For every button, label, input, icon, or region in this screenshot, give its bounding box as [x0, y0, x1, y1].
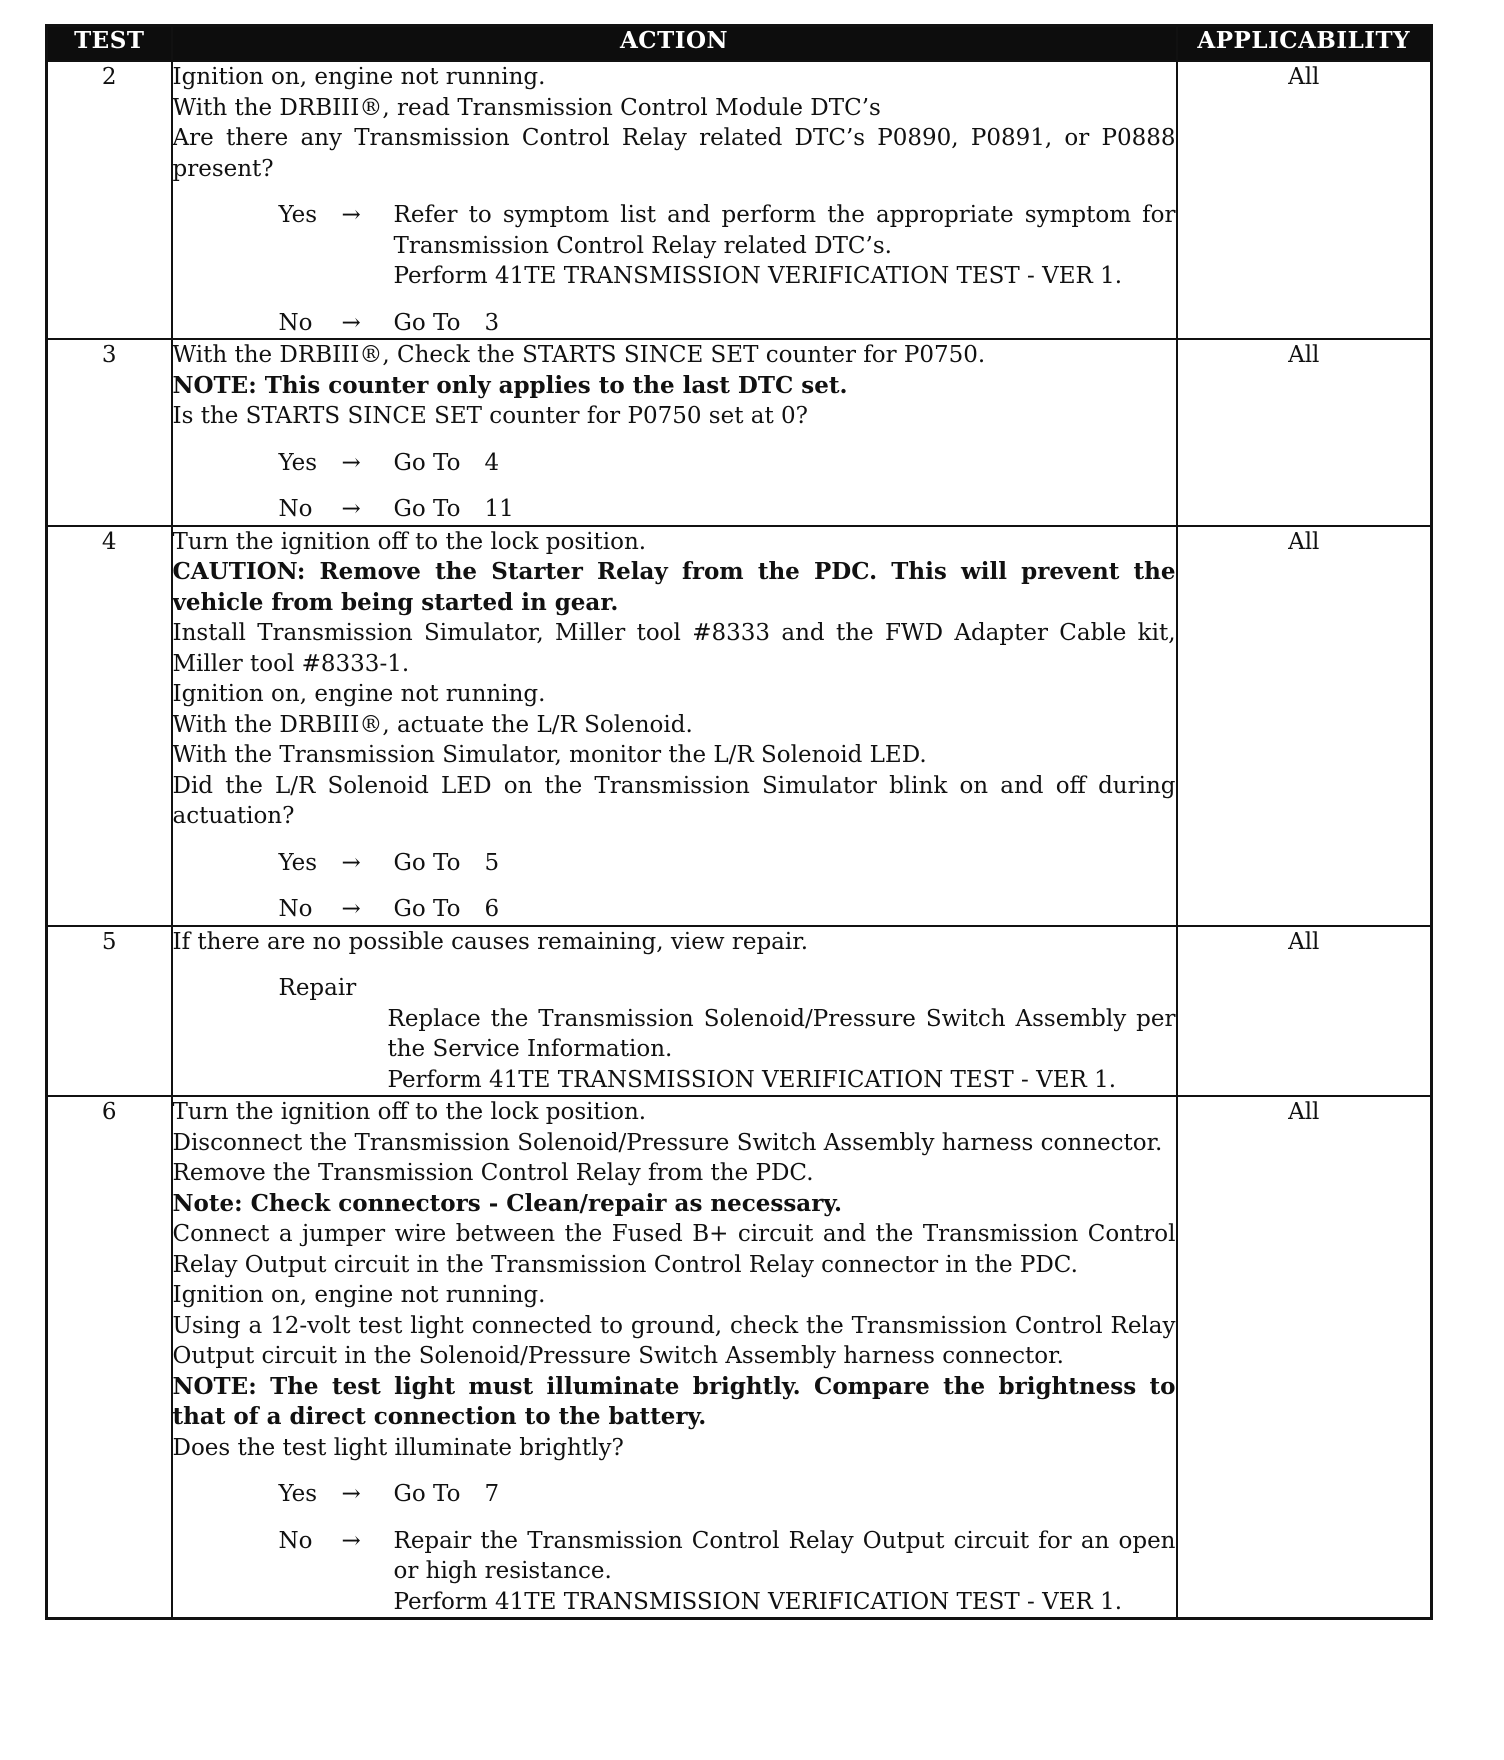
response-key: Yes: [278, 849, 318, 876]
response-key: No: [278, 896, 313, 922]
header-action: ACTION: [172, 26, 1177, 62]
repair-line: Replace the Transmission Solenoid/Pressure Switch Assembly per the Service Information.: [387, 1005, 1176, 1062]
response-no: [173, 894, 1176, 925]
instruction-text: Turn the ignition off to the lock position.: [172, 1099, 647, 1125]
instruction-text: Turn the ignition off to the lock position.: [172, 528, 647, 555]
goto-target[interactable]: 5: [484, 849, 500, 876]
instruction-text: With the DRBIII®, Check the STARTS SINCE SET counter for P0750.: [172, 342, 986, 368]
arrow-icon: →: [341, 496, 361, 522]
action-cell: [172, 61, 1177, 339]
action-cell: [172, 1096, 1177, 1619]
table-row: [47, 61, 1432, 339]
instruction-text: Did the L/R Solenoid LED on the Transmission Simulator blink on and off during actuation?: [172, 772, 1176, 829]
response-body: [394, 448, 1176, 479]
applicability-cell: All: [1177, 61, 1432, 339]
response-key: Yes: [278, 202, 318, 228]
response-no: [173, 494, 1176, 525]
arrow-icon: →: [341, 849, 361, 876]
response-body: [394, 848, 1176, 879]
arrow-icon: →: [341, 1527, 361, 1554]
response-yes: [173, 200, 1176, 292]
repair-body: [388, 1004, 1176, 1096]
applicability-cell: All: [1177, 1096, 1432, 1619]
test-number: 4: [47, 526, 172, 926]
goto-label: Go To: [393, 309, 461, 336]
repair-label: Repair: [278, 975, 357, 1001]
instruction-text: Using a 12-volt test light connected to ground, check the Transmission Control Relay Output circuit in the Solenoid/Pressure Switch Assembly harness connector.: [172, 1312, 1176, 1369]
response-body: [394, 1479, 1176, 1510]
response-line: Repair the Transmission Control Relay Output circuit for an open or high resistance.: [393, 1527, 1176, 1584]
instruction-text: Are there any Transmission Control Relay related DTC’s P0890, P0891, or P0888 present?: [172, 125, 1176, 182]
test-number: 2: [47, 61, 172, 339]
goto-label: Go To: [393, 896, 461, 922]
goto-target[interactable]: 4: [484, 449, 500, 476]
instruction-text: Remove the Transmission Control Relay from the PDC.: [172, 1160, 814, 1186]
goto-target[interactable]: 11: [484, 496, 514, 522]
response-line: Perform 41TE TRANSMISSION VERIFICATION TEST - VER 1.: [393, 263, 1123, 289]
goto-target[interactable]: 3: [484, 309, 500, 336]
arrow-icon: →: [341, 309, 361, 336]
instruction-text: With the Transmission Simulator, monitor the L/R Solenoid LED.: [172, 742, 927, 768]
instruction-text: Is the STARTS SINCE SET counter for P0750 set at 0?: [172, 403, 809, 429]
response-key: Yes: [278, 1481, 318, 1507]
arrow-icon: →: [341, 896, 361, 922]
instruction-text: Ignition on, engine not running.: [172, 681, 546, 707]
response-yes: [173, 848, 1176, 879]
arrow-icon: →: [341, 1481, 361, 1507]
applicability-cell: All: [1177, 526, 1432, 926]
header-applicability: APPLICABILITY: [1177, 26, 1432, 62]
table-header-row: [47, 26, 1432, 62]
note-text: NOTE: This counter only applies to the last DTC set.: [172, 371, 848, 399]
goto-label: Go To: [393, 1481, 461, 1507]
action-cell: [172, 339, 1177, 526]
note-text: CAUTION: Remove the Starter Relay from the PDC. This will prevent the vehicle from being started in gear.: [172, 558, 1176, 616]
response-key: No: [278, 1527, 313, 1554]
note-text: NOTE: The test light must illuminate brightly. Compare the brightness to that of a direct connection to the battery.: [172, 1372, 1176, 1430]
response-body: [394, 308, 1176, 339]
response-line: Refer to symptom list and perform the appropriate symptom for Transmission Control Relay related DTC’s.: [393, 202, 1176, 259]
note-text: Note: Check connectors - Clean/repair as necessary.: [172, 1189, 843, 1217]
goto-target[interactable]: 6: [484, 896, 500, 922]
table-row: [47, 1096, 1432, 1619]
goto-target[interactable]: 7: [484, 1481, 500, 1507]
response-no: [173, 308, 1176, 339]
repair-line: Perform 41TE TRANSMISSION VERIFICATION TEST - VER 1.: [387, 1066, 1117, 1093]
response-yes: [173, 448, 1176, 479]
table-row: [47, 926, 1432, 1097]
table-row: [47, 526, 1432, 926]
response-key: No: [278, 309, 313, 336]
action-cell: [172, 926, 1177, 1097]
goto-label: Go To: [393, 449, 461, 476]
instruction-text: With the DRBIII®, read Transmission Control Module DTC’s: [172, 94, 881, 121]
response-key: Yes: [278, 449, 318, 476]
instruction-text: Disconnect the Transmission Solenoid/Pressure Switch Assembly harness connector.: [172, 1129, 1163, 1156]
goto-label: Go To: [393, 849, 461, 876]
applicability-cell: All: [1177, 926, 1432, 1097]
instruction-text: Install Transmission Simulator, Miller tool #8333 and the FWD Adapter Cable kit, Miller tool #8333-1.: [172, 620, 1176, 677]
header-test: TEST: [47, 26, 172, 62]
response-body: [394, 494, 1176, 525]
response-key: No: [278, 496, 313, 522]
arrow-icon: →: [341, 202, 361, 228]
test-number: 5: [47, 926, 172, 1097]
diagnostic-table: [45, 24, 1433, 1620]
test-number: 3: [47, 339, 172, 526]
table-row: [47, 339, 1432, 526]
response-body: [394, 894, 1176, 925]
instruction-text: Ignition on, engine not running.: [172, 1282, 546, 1308]
response-body: [394, 200, 1176, 292]
test-number: 6: [47, 1096, 172, 1619]
instruction-text: If there are no possible causes remaining, view repair.: [172, 928, 809, 955]
applicability-cell: All: [1177, 339, 1432, 526]
instruction-text: Does the test light illuminate brightly?: [172, 1434, 624, 1461]
goto-label: Go To: [393, 496, 461, 522]
instruction-text: Connect a jumper wire between the Fused B+ circuit and the Transmission Control Relay Output circuit in the Transmission Control Relay connector in the PDC.: [172, 1221, 1176, 1278]
response-yes: [173, 1479, 1176, 1510]
instruction-text: Ignition on, engine not running.: [172, 64, 546, 90]
response-body: [394, 1526, 1176, 1618]
arrow-icon: →: [341, 449, 361, 476]
action-cell: [172, 526, 1177, 926]
instruction-text: With the DRBIII®, actuate the L/R Solenoid.: [172, 711, 693, 738]
response-line: Perform 41TE TRANSMISSION VERIFICATION TEST - VER 1.: [393, 1588, 1123, 1615]
response-no: [173, 1526, 1176, 1618]
